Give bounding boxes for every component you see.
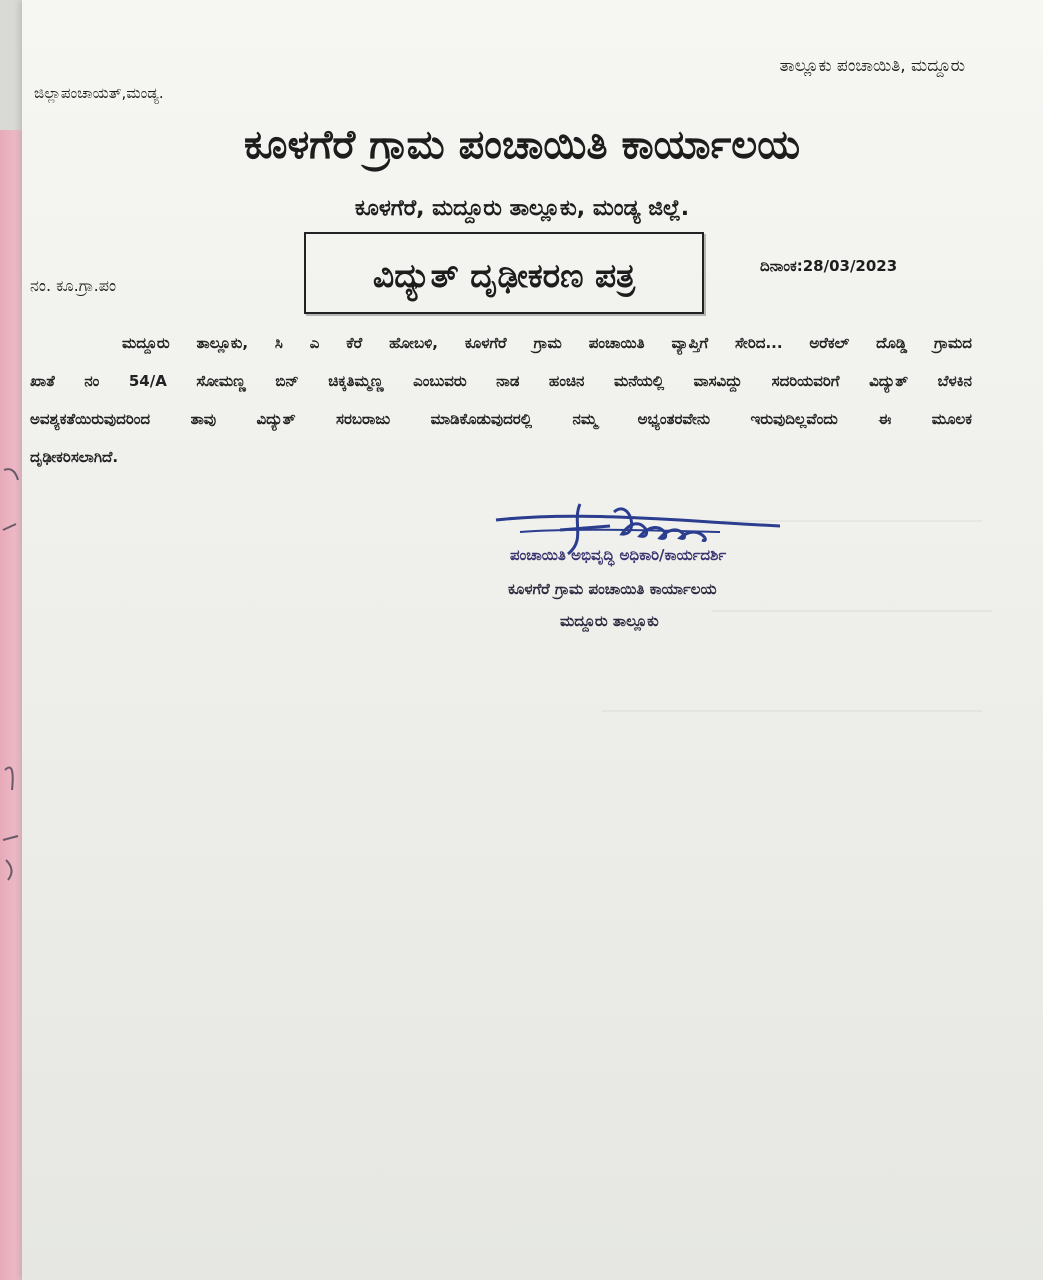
- certificate-body: [30, 324, 972, 476]
- zilla-panchayat-header: ಜಿಲ್ಲಾಪಂಚಾಯತ್,ಮಂಡ್ಯ.: [34, 84, 164, 102]
- show-through-line: [712, 610, 992, 612]
- body-line: ಮದ್ದೂರು ತಾಲ್ಲೂಕು, ಸಿ ಎ ಕೆರೆ ಹೋಬಳಿ, ಕೂಳಗೆರೆ ಗ್ರಾಮ ಪಂಚಾಯಿತಿ ವ್ಯಾಪ್ತಿಗೆ ಸೇರಿದ... ಅರೆಕಲ್ ದೊಡ್ಡಿ ಗ್ರಾಮದ: [122, 334, 972, 352]
- taluk-panchayat-header: ತಾಲ್ಲೂಕು ಪಂಚಾಯಿತಿ, ಮದ್ದೂರು: [779, 56, 965, 76]
- document-page: [22, 0, 1043, 1280]
- reference-number: ನಂ. ಕೂ.ಗ್ರಾ.ಪಂ: [30, 276, 117, 295]
- body-line: ಅವಶ್ಯಕತೆಯಿರುವುದರಿಂದ ತಾವು ವಿದ್ಯುತ್ ಸರಬರಾಜು ಮಾಡಿಕೊಡುವುದರಲ್ಲಿ ನಮ್ಮ ಅಭ್ಯಂತರವೇನು ಇರುವುದಿಲ್ಲವೆಂದು ಈ ಮೂಲಕ: [30, 410, 972, 428]
- certificate-date: ದಿನಾಂಕ:28/03/2023: [760, 257, 898, 275]
- office-title: ಕೂಳಗೆರೆ ಗ್ರಾಮ ಪಂಚಾಯಿತಿ ಕಾರ್ಯಾಲಯ: [243, 122, 801, 168]
- body-line: ಖಾತೆ ನಂ 54/A ಸೋಮಣ್ಣ ಬಿನ್ ಚಿಕ್ಕತಿಮ್ಮಣ್ಣ ಎಂಬುವರು ನಾಡ ಹಂಚಿನ ಮನೆಯಲ್ಲಿ ವಾಸವಿದ್ದು ಸದರಿಯವರಿಗೆ ವಿದ್ಯುತ್ ಬೆಳಕಿನ: [30, 372, 972, 390]
- side-sheet-handwriting: [0, 440, 22, 940]
- certificate-title: ವಿದ್ಯುತ್ ದೃಢೀಕರಣ ಪತ್ರ: [372, 256, 636, 295]
- signatory-taluk: ಮದ್ದೂರು ತಾಲ್ಲೂಕು: [560, 612, 659, 630]
- signatory-office: ಕೂಳಗೆರೆ ಗ್ರಾಮ ಪಂಚಾಯಿತಿ ಕಾರ್ಯಾಲಯ: [508, 580, 717, 598]
- body-line: ದೃಢೀಕರಿಸಲಾಗಿದೆ.: [30, 448, 119, 466]
- signatory-designation: ಪಂಚಾಯಿತಿ ಅಭಿವೃದ್ಧಿ ಅಧಿಕಾರಿ/ಕಾರ್ಯದರ್ಶಿ: [510, 546, 727, 564]
- office-address: ಕೂಳಗೆರೆ, ಮದ್ದೂರು ತಾಲ್ಲೂಕು, ಮಂಡ್ಯ ಜಿಲ್ಲೆ.: [354, 196, 690, 221]
- handwritten-signature: [490, 496, 780, 586]
- show-through-line: [602, 710, 982, 712]
